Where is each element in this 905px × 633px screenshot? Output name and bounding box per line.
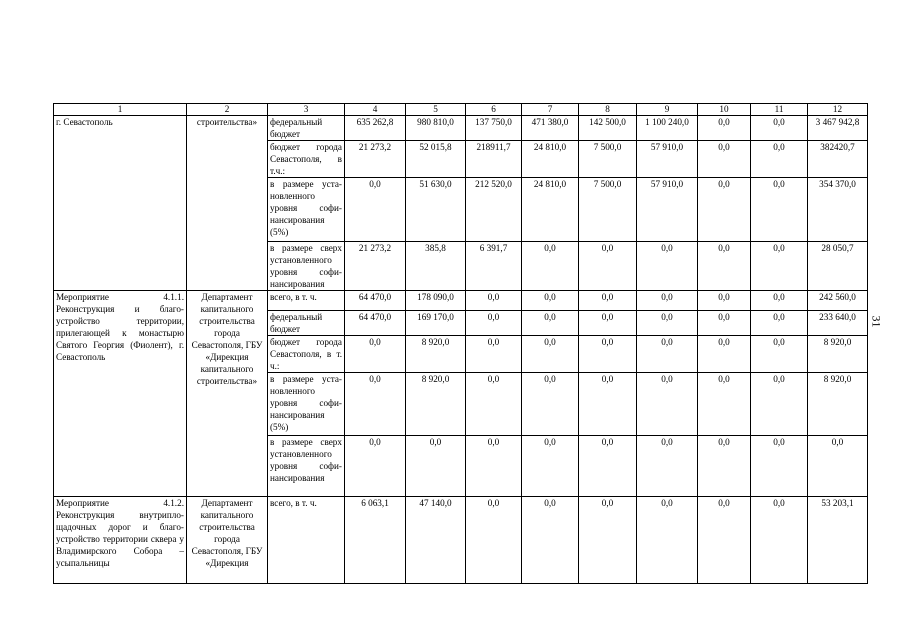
value-cell: 218911,7 bbox=[466, 141, 522, 178]
funding-source-cell: федеральный бюджет bbox=[268, 311, 345, 336]
value-cell: 0,0 bbox=[637, 311, 698, 336]
funding-source-cell: в размере сверх установленного уровня софи-нансирования bbox=[268, 242, 345, 291]
value-cell: 0,0 bbox=[579, 373, 637, 436]
value-cell: 52 015,8 bbox=[406, 141, 466, 178]
measure-name: г. Севастополь bbox=[54, 116, 187, 291]
value-cell: 3 467 942,8 bbox=[808, 116, 868, 141]
header-cell: 8 bbox=[579, 104, 637, 116]
header-cell: 11 bbox=[751, 104, 808, 116]
value-cell: 0,0 bbox=[637, 497, 698, 584]
header-cell: 2 bbox=[187, 104, 268, 116]
value-cell: 0,0 bbox=[345, 373, 406, 436]
value-cell: 0,0 bbox=[698, 436, 751, 497]
value-cell: 233 640,0 bbox=[808, 311, 868, 336]
value-cell: 8 920,0 bbox=[808, 373, 868, 436]
value-cell: 0,0 bbox=[751, 497, 808, 584]
value-cell: 0,0 bbox=[466, 436, 522, 497]
value-cell: 64 470,0 bbox=[345, 291, 406, 311]
value-cell: 0,0 bbox=[637, 436, 698, 497]
value-cell: 0,0 bbox=[466, 311, 522, 336]
value-cell: 0,0 bbox=[522, 436, 579, 497]
value-cell: 0,0 bbox=[579, 311, 637, 336]
header-cell: 10 bbox=[698, 104, 751, 116]
header-cell: 9 bbox=[637, 104, 698, 116]
value-cell: 0,0 bbox=[698, 178, 751, 242]
header-cell: 1 bbox=[54, 104, 187, 116]
value-cell: 0,0 bbox=[751, 242, 808, 291]
value-cell: 8 920,0 bbox=[808, 336, 868, 373]
value-cell: 0,0 bbox=[345, 178, 406, 242]
value-cell: 0,0 bbox=[522, 311, 579, 336]
header-cell: 7 bbox=[522, 104, 579, 116]
value-cell: 0,0 bbox=[698, 311, 751, 336]
header-cell: 12 bbox=[808, 104, 868, 116]
table-row bbox=[54, 116, 868, 141]
value-cell: 24 810,0 bbox=[522, 178, 579, 242]
value-cell: 0,0 bbox=[406, 436, 466, 497]
header-cell: 3 bbox=[268, 104, 345, 116]
value-cell: 0,0 bbox=[751, 116, 808, 141]
value-cell: 0,0 bbox=[345, 336, 406, 373]
value-cell: 137 750,0 bbox=[466, 116, 522, 141]
value-cell: 0,0 bbox=[345, 436, 406, 497]
value-cell: 169 170,0 bbox=[406, 311, 466, 336]
value-cell: 0,0 bbox=[522, 373, 579, 436]
value-cell: 0,0 bbox=[698, 141, 751, 178]
budget-table bbox=[53, 103, 868, 584]
executor-cell: строительства» bbox=[187, 116, 268, 291]
value-cell: 57 910,0 bbox=[637, 178, 698, 242]
value-cell: 0,0 bbox=[751, 311, 808, 336]
value-cell: 385,8 bbox=[406, 242, 466, 291]
value-cell: 0,0 bbox=[466, 291, 522, 311]
table-row bbox=[54, 291, 868, 311]
page-number: 31 bbox=[869, 315, 884, 328]
value-cell: 7 500,0 bbox=[579, 178, 637, 242]
header-cell: 4 bbox=[345, 104, 406, 116]
value-cell: 0,0 bbox=[698, 497, 751, 584]
value-cell: 0,0 bbox=[466, 373, 522, 436]
funding-source-cell: бюджет города Севастополя, в т. ч.: bbox=[268, 336, 345, 373]
header-cell: 5 bbox=[406, 104, 466, 116]
value-cell: 0,0 bbox=[637, 291, 698, 311]
value-cell: 24 810,0 bbox=[522, 141, 579, 178]
value-cell: 242 560,0 bbox=[808, 291, 868, 311]
value-cell: 8 920,0 bbox=[406, 373, 466, 436]
value-cell: 0,0 bbox=[466, 336, 522, 373]
value-cell: 0,0 bbox=[698, 336, 751, 373]
value-cell: 21 273,2 bbox=[345, 242, 406, 291]
value-cell: 142 500,0 bbox=[579, 116, 637, 141]
measure-name: Мероприятие 4.1.2. Реконструкция внутрипло-щадочных дорог и благо-устройство территории сквера у Владимирского Собора – усыпальницы bbox=[54, 497, 187, 584]
value-cell: 635 262,8 bbox=[345, 116, 406, 141]
value-cell: 0,0 bbox=[698, 242, 751, 291]
value-cell: 21 273,2 bbox=[345, 141, 406, 178]
value-cell: 1 100 240,0 bbox=[637, 116, 698, 141]
value-cell: 0,0 bbox=[698, 291, 751, 311]
value-cell: 0,0 bbox=[751, 141, 808, 178]
value-cell: 0,0 bbox=[698, 116, 751, 141]
value-cell: 6 063,1 bbox=[345, 497, 406, 584]
value-cell: 0,0 bbox=[579, 336, 637, 373]
value-cell: 53 203,1 bbox=[808, 497, 868, 584]
value-cell: 0,0 bbox=[579, 497, 637, 584]
value-cell: 354 370,0 bbox=[808, 178, 868, 242]
value-cell: 0,0 bbox=[579, 242, 637, 291]
value-cell: 212 520,0 bbox=[466, 178, 522, 242]
value-cell: 0,0 bbox=[808, 436, 868, 497]
executor-cell: Департамент капитального строительства города Севастополя, ГБУ «Дирекция bbox=[187, 497, 268, 584]
executor-cell: Департамент капитального строительства города Севастополя, ГБУ «Дирекция капитального строительства» bbox=[187, 291, 268, 497]
value-cell: 0,0 bbox=[466, 497, 522, 584]
value-cell: 980 810,0 bbox=[406, 116, 466, 141]
value-cell: 178 090,0 bbox=[406, 291, 466, 311]
funding-source-cell: всего, в т. ч. bbox=[268, 291, 345, 311]
value-cell: 0,0 bbox=[579, 436, 637, 497]
value-cell: 28 050,7 bbox=[808, 242, 868, 291]
funding-source-cell: бюджет города Севастополя, в т.ч.: bbox=[268, 141, 345, 178]
value-cell: 0,0 bbox=[579, 291, 637, 311]
funding-source-cell: в размере сверх установленного уровня софи-нансирования bbox=[268, 436, 345, 497]
funding-source-cell: федеральный бюджет bbox=[268, 116, 345, 141]
funding-source-cell: в размере уста-новленного уровня софи-нансирования (5%) bbox=[268, 373, 345, 436]
funding-source-cell: всего, в т. ч. bbox=[268, 497, 345, 584]
value-cell: 0,0 bbox=[522, 291, 579, 311]
value-cell: 0,0 bbox=[637, 373, 698, 436]
funding-source-cell: в размере уста-новленного уровня софи-нансирования (5%) bbox=[268, 178, 345, 242]
value-cell: 6 391,7 bbox=[466, 242, 522, 291]
value-cell: 0,0 bbox=[522, 242, 579, 291]
measure-name: Мероприятие 4.1.1. Реконструкция и благо-устройство территории, прилегающей к монастырю Святого Георгия (Фиолент), г. Севастополь bbox=[54, 291, 187, 497]
value-cell: 0,0 bbox=[751, 373, 808, 436]
header-row bbox=[54, 104, 868, 116]
value-cell: 51 630,0 bbox=[406, 178, 466, 242]
value-cell: 64 470,0 bbox=[345, 311, 406, 336]
value-cell: 7 500,0 bbox=[579, 141, 637, 178]
value-cell: 0,0 bbox=[751, 436, 808, 497]
value-cell: 0,0 bbox=[637, 336, 698, 373]
value-cell: 0,0 bbox=[637, 242, 698, 291]
header-cell: 6 bbox=[466, 104, 522, 116]
value-cell: 382420,7 bbox=[808, 141, 868, 178]
table-row bbox=[54, 497, 868, 584]
value-cell: 0,0 bbox=[751, 291, 808, 311]
value-cell: 8 920,0 bbox=[406, 336, 466, 373]
value-cell: 0,0 bbox=[751, 178, 808, 242]
value-cell: 57 910,0 bbox=[637, 141, 698, 178]
value-cell: 47 140,0 bbox=[406, 497, 466, 584]
value-cell: 0,0 bbox=[751, 336, 808, 373]
value-cell: 0,0 bbox=[522, 336, 579, 373]
value-cell: 0,0 bbox=[522, 497, 579, 584]
value-cell: 0,0 bbox=[698, 373, 751, 436]
value-cell: 471 380,0 bbox=[522, 116, 579, 141]
